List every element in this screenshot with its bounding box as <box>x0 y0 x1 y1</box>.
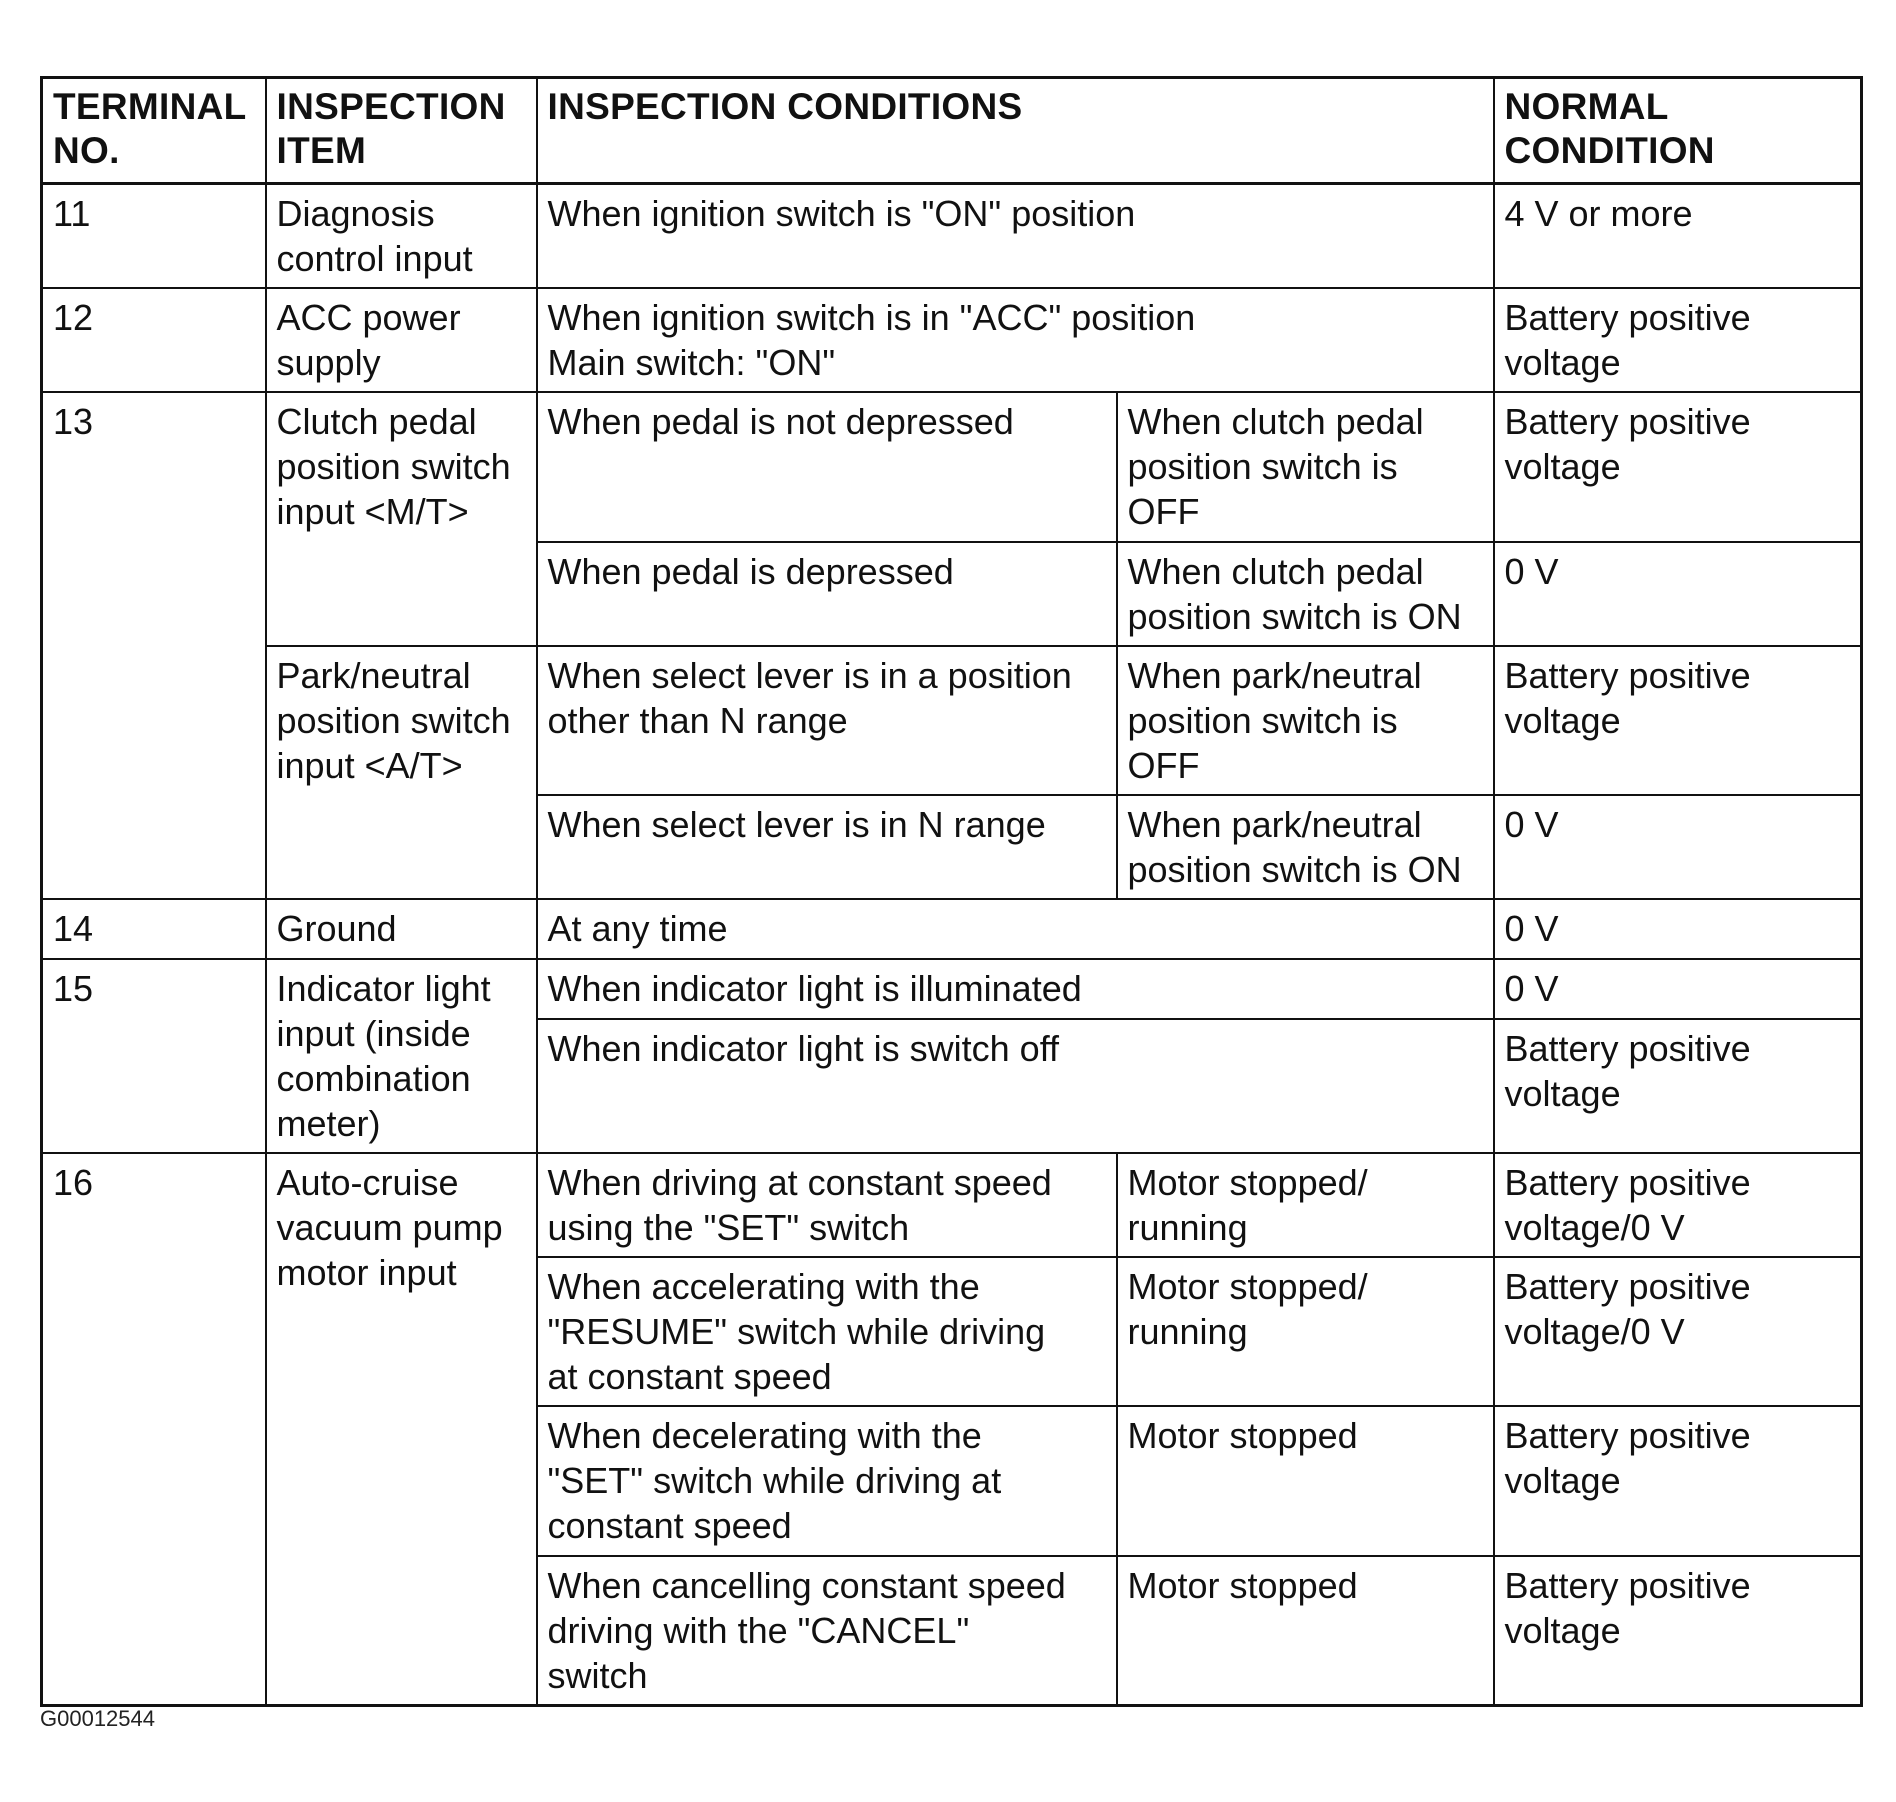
normal-condition: Battery positive voltage <box>1494 1556 1862 1706</box>
header-terminal: TERMINAL NO. <box>42 78 266 184</box>
terminal-number: 13 <box>42 392 266 899</box>
terminal-number: 16 <box>42 1153 266 1706</box>
header-item: INSPECTION ITEM <box>266 78 537 184</box>
inspection-condition: When select lever is in a position other than N range <box>537 646 1117 795</box>
inspection-condition: When indicator light is switch off <box>537 1019 1494 1153</box>
switch-state: When park/neutral position switch is OFF <box>1117 646 1494 795</box>
inspection-item: Clutch pedal position switch input <M/T> <box>266 392 537 646</box>
inspection-item: Diagnosis control input <box>266 184 537 289</box>
normal-condition: Battery positive voltage <box>1494 646 1862 795</box>
table-row <box>42 288 1862 392</box>
figure-code: G00012544 <box>40 1706 155 1731</box>
switch-state: When clutch pedal position switch is ON <box>1117 542 1494 646</box>
table-row <box>42 184 1862 289</box>
inspection-condition: When select lever is in N range <box>537 795 1117 899</box>
inspection-item: Park/neutral position switch input <A/T> <box>266 646 537 899</box>
inspection-condition: When driving at constant speed using the "SET" switch <box>537 1153 1117 1257</box>
normal-condition: 4 V or more <box>1494 184 1862 289</box>
table-row <box>42 392 1862 542</box>
inspection-condition: When indicator light is illuminated <box>537 959 1494 1019</box>
normal-condition: 0 V <box>1494 959 1862 1019</box>
header-normal: NORMAL CONDITION <box>1494 78 1862 184</box>
switch-state: When park/neutral position switch is ON <box>1117 795 1494 899</box>
inspection-condition: When cancelling constant speed driving with the "CANCEL" switch <box>537 1556 1117 1706</box>
normal-condition: 0 V <box>1494 795 1862 899</box>
motor-state: Motor stopped <box>1117 1406 1494 1556</box>
inspection-item: Indicator light input (inside combination meter) <box>266 959 537 1153</box>
inspection-condition: At any time <box>537 899 1494 959</box>
normal-condition: Battery positive voltage/0 V <box>1494 1153 1862 1257</box>
switch-state: When clutch pedal position switch is OFF <box>1117 392 1494 542</box>
inspection-condition: When pedal is depressed <box>537 542 1117 646</box>
motor-state: Motor stopped/ running <box>1117 1153 1494 1257</box>
inspection-condition: When ignition switch is "ON" position <box>537 184 1494 289</box>
table-row <box>42 899 1862 959</box>
terminal-number: 14 <box>42 899 266 959</box>
normal-condition: Battery positive voltage <box>1494 1019 1862 1153</box>
normal-condition: Battery positive voltage <box>1494 1406 1862 1556</box>
normal-condition: 0 V <box>1494 542 1862 646</box>
inspection-item: Auto-cruise vacuum pump motor input <box>266 1153 537 1706</box>
normal-condition: Battery positive voltage <box>1494 392 1862 542</box>
terminal-number: 15 <box>42 959 266 1153</box>
header-conditions: INSPECTION CONDITIONS <box>537 78 1494 184</box>
header-row <box>42 78 1862 184</box>
normal-condition: Battery positive voltage <box>1494 288 1862 392</box>
motor-state: Motor stopped/ running <box>1117 1257 1494 1406</box>
table-row <box>42 646 1862 795</box>
motor-state: Motor stopped <box>1117 1556 1494 1706</box>
terminal-number: 11 <box>42 184 266 289</box>
normal-condition: 0 V <box>1494 899 1862 959</box>
table-row <box>42 959 1862 1019</box>
normal-condition: Battery positive voltage/0 V <box>1494 1257 1862 1406</box>
inspection-item: Ground <box>266 899 537 959</box>
inspection-condition: When accelerating with the "RESUME" switch while driving at constant speed <box>537 1257 1117 1406</box>
inspection-condition: When ignition switch is in "ACC" position Main switch: "ON" <box>537 288 1494 392</box>
inspection-item: ACC power supply <box>266 288 537 392</box>
inspection-condition: When decelerating with the "SET" switch while driving at constant speed <box>537 1406 1117 1556</box>
terminal-number: 12 <box>42 288 266 392</box>
table-row <box>42 1153 1862 1257</box>
inspection-condition: When pedal is not depressed <box>537 392 1117 542</box>
inspection-table <box>40 76 1863 1707</box>
